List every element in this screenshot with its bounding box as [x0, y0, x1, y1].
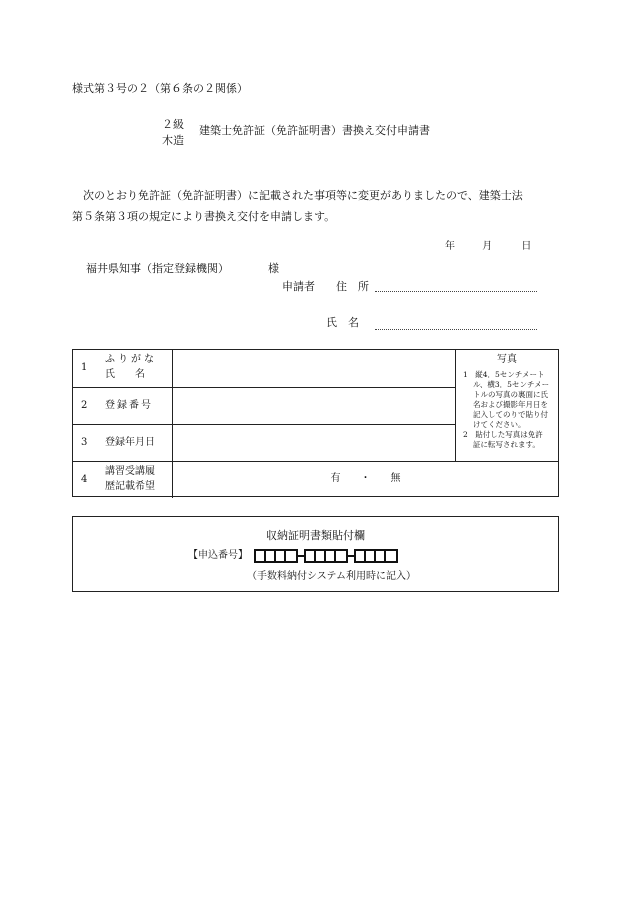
fee-receipt-box	[72, 516, 559, 592]
date-day: 日	[521, 241, 532, 252]
body-line-2: 第５条第３項の規定により書換え交付を申請します。	[72, 210, 336, 223]
photo-instructions	[463, 370, 558, 450]
photo-note-line: 記入してのりで貼り付	[473, 410, 548, 419]
title-grade	[158, 118, 188, 147]
photo-note-line: 1 縦4．5センチメート	[463, 370, 545, 379]
addressee-honorific: 様	[268, 262, 279, 275]
row-label: 登録番号	[105, 400, 153, 411]
application-table	[72, 349, 559, 497]
registration-date-input[interactable]	[173, 425, 455, 461]
grade-type: 木造	[162, 134, 184, 147]
application-number-label: 【申込番号】	[188, 550, 248, 561]
application-number-box-2[interactable]	[304, 549, 348, 563]
date-year: 年	[445, 241, 455, 252]
row-number: 2	[81, 400, 88, 411]
row-label: 講習受講履	[105, 466, 155, 477]
document-title: 建築士免許証（免許証明書）書換え交付申請書	[199, 124, 430, 137]
address-label: 住 所	[336, 280, 369, 293]
row-number: 4	[81, 474, 88, 485]
photo-note-line: 名および撮影年月日を	[473, 400, 548, 409]
photo-note-line: けてください。	[473, 420, 526, 429]
application-number-box-1[interactable]	[254, 549, 298, 563]
photo-area	[456, 350, 558, 461]
photo-note-line: 証に転写されます。	[473, 440, 540, 449]
row-label: 登録年月日	[105, 437, 155, 448]
fee-box-title: 収納証明書類貼付欄	[266, 529, 365, 542]
name-field[interactable]	[375, 329, 537, 330]
body-text	[72, 185, 562, 227]
row-label: 歴記載希望	[105, 481, 155, 492]
photo-note-line: 2 貼付した写真は免許	[463, 430, 543, 439]
address-field[interactable]	[375, 291, 537, 292]
body-line-1: 次のとおり免許証（免許証明書）に記載された事項等に変更がありましたので、建築士法	[83, 189, 523, 202]
photo-note-line: トルの写真の裏面に氏	[473, 390, 548, 399]
addressee-governor: 福井県知事（指定登録機関）	[86, 262, 229, 275]
registration-number-input[interactable]	[173, 388, 455, 424]
name-label: 氏 名	[326, 316, 359, 329]
date-month: 月	[482, 241, 493, 252]
course-history-choice[interactable]: 有 ・ 無	[330, 473, 401, 484]
form-number: 様式第３号の２（第６条の２関係）	[72, 82, 248, 95]
photo-title: 写真	[497, 354, 517, 365]
applicant-label: 申請者	[282, 280, 315, 293]
furigana-name-input[interactable]	[173, 350, 455, 387]
row-label: 氏 名	[105, 369, 145, 380]
grade-level: ２級	[162, 118, 184, 131]
row-number: 1	[81, 362, 88, 373]
row-label: ふりがな	[105, 354, 157, 365]
date-line	[445, 241, 531, 253]
fee-system-note: （手数料納付システム利用時に記入）	[247, 571, 416, 582]
photo-note-line: ル、横3．5センチメー	[473, 380, 550, 389]
row-number: 3	[81, 437, 88, 448]
application-number-box-3[interactable]	[354, 549, 398, 563]
